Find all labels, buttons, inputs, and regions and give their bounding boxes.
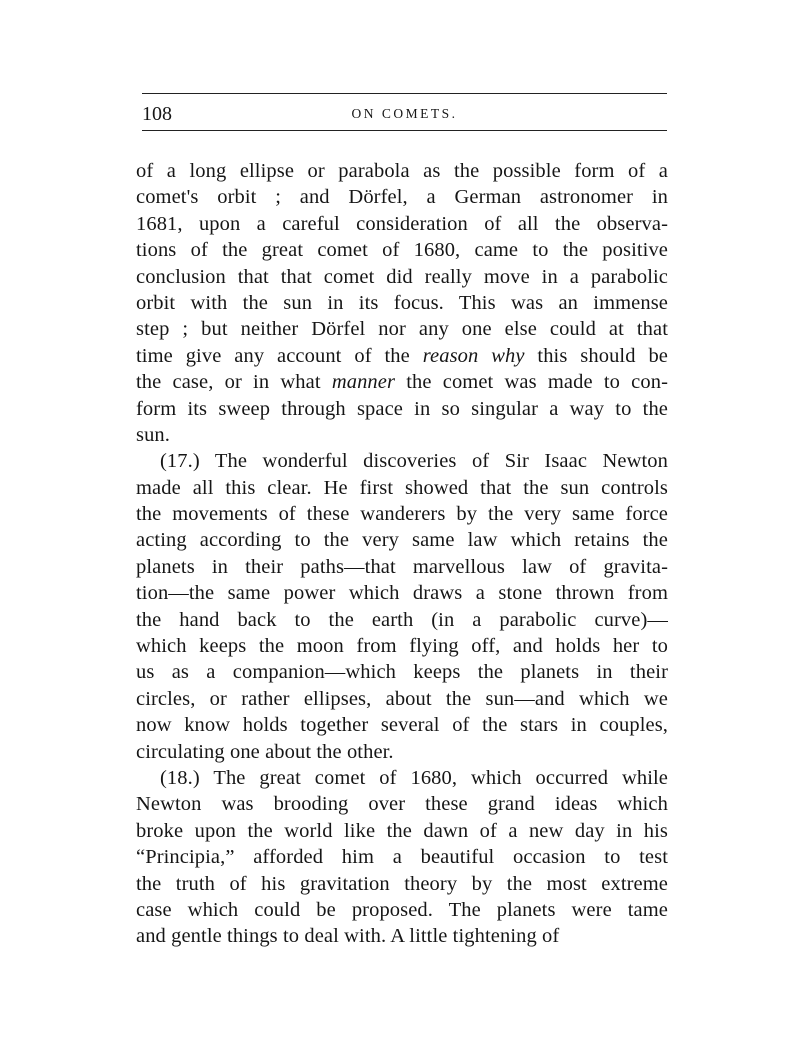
italic-text: manner — [331, 371, 396, 394]
text-line: form its sweep through space in so singular a way to the — [136, 397, 668, 420]
text-line: made all this clear. He first showed that the sun controls — [136, 476, 668, 499]
text-line: (18.) The great comet of 1680, which occurred while — [160, 766, 668, 789]
text-line: (17.) The wonderful discoveries of Sir Isaac Newton — [160, 450, 668, 473]
running-title: ON COMETS. — [351, 106, 458, 121]
text-line: the hand back to the earth (in a parabolic curve)— — [136, 608, 668, 631]
header-rule-bottom — [142, 130, 667, 131]
text-line: and gentle things to deal with. A little tightening of — [136, 925, 560, 948]
text-line: broke upon the world like the dawn of a new day in his — [136, 819, 668, 842]
text-line: circles, or rather ellipses, about the sun—and which we — [136, 687, 668, 710]
text-line: the movements of these wanderers by the very same force — [136, 503, 668, 526]
text-line: case which could be proposed. The planets were tame — [136, 898, 668, 921]
text-line — [136, 369, 668, 395]
text-line: planets in their paths—that marvellous law of gravita- — [136, 555, 668, 578]
header-rule-top — [142, 93, 667, 94]
text-line: step ; but neither Dörfel nor any one else could at that — [136, 318, 668, 341]
italic-text: reason why — [422, 344, 525, 367]
text-line: now know holds together several of the stars in couples, — [136, 714, 668, 737]
text-line: us as a companion—which keeps the planets in their — [136, 661, 668, 684]
text-line: tions of the great comet of 1680, came to the positive — [136, 239, 668, 262]
text-line: Newton was brooding over these grand ideas which — [136, 793, 668, 816]
text-line: orbit with the sun in its focus. This was an immense — [136, 291, 668, 314]
text-line: the truth of his gravitation theory by the most extreme — [136, 872, 668, 895]
text-line: conclusion that that comet did really move in a parabolic — [136, 265, 668, 288]
text-span: time give any account of the — [136, 344, 423, 367]
text-span: this should be — [524, 344, 668, 367]
text-line — [136, 343, 668, 369]
text-line: tion—the same power which draws a stone thrown from — [136, 582, 668, 605]
text-span: the comet was made to con- — [395, 371, 668, 394]
text-line: which keeps the moon from flying off, and holds her to — [136, 635, 668, 658]
text-line: circulating one about the other. — [136, 740, 394, 763]
text-line: of a long ellipse or parabola as the possible form of a — [136, 160, 668, 182]
text-span: the case, or in what — [136, 371, 332, 394]
text-line: 1681, upon a careful consideration of all the observa- — [136, 212, 668, 235]
running-header — [142, 103, 667, 127]
text-line: comet's orbit ; and Dörfel, a German astronomer in — [136, 186, 668, 209]
body-text — [136, 158, 668, 950]
page-number: 108 — [142, 103, 172, 125]
text-line: sun. — [136, 423, 171, 446]
text-line: “Principia,” afforded him a beautiful occasion to test — [136, 846, 668, 869]
text-line: acting according to the very same law which retains the — [136, 529, 668, 552]
